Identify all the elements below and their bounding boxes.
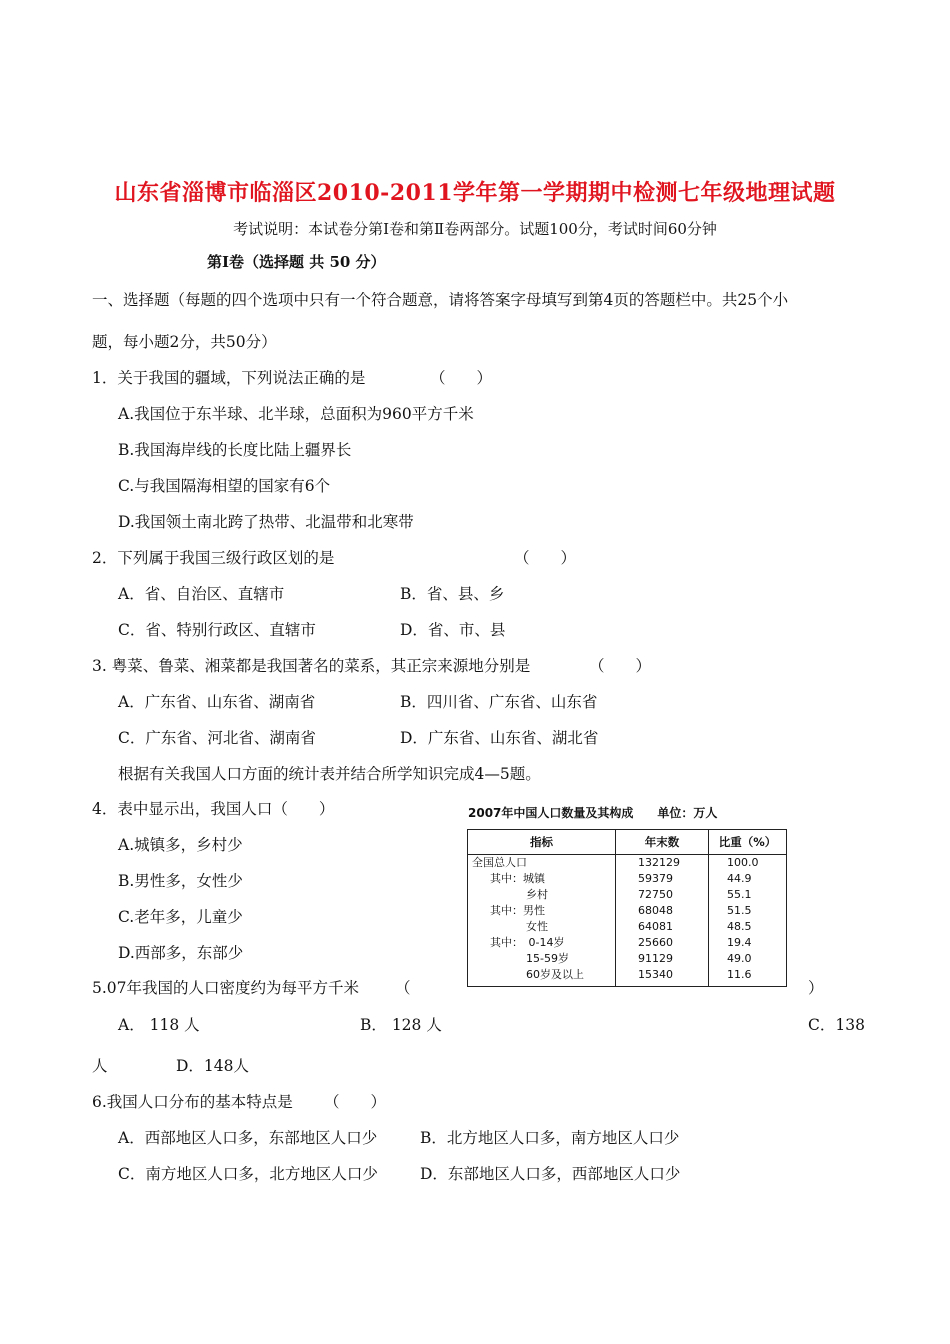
table-header-value: 年末数 xyxy=(616,830,709,855)
q4-option-b: B.男性多，女性少 xyxy=(118,872,243,890)
table-header-indicator: 指标 xyxy=(468,830,616,855)
q4-option-c: C.老年多，儿童少 xyxy=(118,908,243,926)
q5-option-a: A． 118 人 xyxy=(118,1016,200,1034)
table-cell-percent: 100.0 xyxy=(709,855,787,872)
q4-option-a: A.城镇多，乡村少 xyxy=(118,836,243,854)
table-cell-value: 91129 xyxy=(616,951,709,967)
q3-option-c: C．广东省、河北省、湖南省 xyxy=(118,729,316,747)
q5-option-b: B． 128 人 xyxy=(360,1016,442,1034)
page-title: 山东省淄博市临淄区2010-2011学年第一学期期中检测七年级地理试题 xyxy=(114,180,836,206)
table-cell-percent: 11.6 xyxy=(709,967,787,987)
q1-option-d: D.我国领土南北跨了热带、北温带和北寒带 xyxy=(118,513,414,531)
table-row xyxy=(468,919,787,935)
table-cell-label: 全国总人口 xyxy=(468,855,616,872)
table-cell-value: 132129 xyxy=(616,855,709,872)
q3-answer-paren: （ ） xyxy=(589,657,652,675)
q6-option-a: A．西部地区人口多，东部地区人口少 xyxy=(118,1129,378,1147)
table-row xyxy=(468,903,787,919)
q5-paren-open: （ xyxy=(395,979,411,997)
q6-stem: 6.我国人口分布的基本特点是 xyxy=(92,1093,293,1111)
q6-option-d: D．东部地区人口多，西部地区人口少 xyxy=(420,1165,681,1183)
q2-answer-paren: （ ） xyxy=(514,549,577,567)
table-cell-percent: 49.0 xyxy=(709,951,787,967)
table-row xyxy=(468,935,787,951)
table-cell-label: 15-59岁 xyxy=(468,951,616,967)
table-cell-percent: 19.4 xyxy=(709,935,787,951)
table-cell-label: 其中：城镇 xyxy=(468,871,616,887)
table-cell-value: 15340 xyxy=(616,967,709,987)
table-row xyxy=(468,855,787,872)
table-cell-label: 其中：男性 xyxy=(468,903,616,919)
table-cell-value: 64081 xyxy=(616,919,709,935)
table-row xyxy=(468,951,787,967)
q1-option-b: B.我国海岸线的长度比陆上疆界长 xyxy=(118,441,352,459)
instructions-line2: 题，每小题2分，共50分） xyxy=(92,333,277,351)
table-cell-percent: 44.9 xyxy=(709,871,787,887)
table-cell-label: 女性 xyxy=(468,919,616,935)
q5-option-c: C．138 xyxy=(808,1016,865,1034)
q6-answer-paren: （ ） xyxy=(324,1093,387,1111)
table-cell-percent: 55.1 xyxy=(709,887,787,903)
table-header-percent: 比重（%） xyxy=(709,830,787,855)
q2-option-b: B．省、县、乡 xyxy=(400,585,505,603)
section-title: 第Ⅰ卷（选择题 共 50 分） xyxy=(207,253,386,271)
q4-option-d: D.西部多，东部少 xyxy=(118,944,244,962)
q3-option-d: D．广东省、山东省、湖北省 xyxy=(400,729,599,747)
q6-option-c: C．南方地区人口多，北方地区人口少 xyxy=(118,1165,378,1183)
table-row xyxy=(468,887,787,903)
table-cell-value: 59379 xyxy=(616,871,709,887)
exam-note: 考试说明：本试卷分第Ⅰ卷和第Ⅱ卷两部分。试题100分，考试时间60分钟 xyxy=(233,220,717,238)
q1-stem: 1．关于我国的疆域，下列说法正确的是 xyxy=(92,369,366,387)
table-caption: 2007年中国人口数量及其构成 单位：万人 xyxy=(468,806,718,820)
table-cell-percent: 48.5 xyxy=(709,919,787,935)
q5-option-d: D．148人 xyxy=(176,1057,250,1075)
table-cell-value: 72750 xyxy=(616,887,709,903)
q1-option-a: A.我国位于东半球、北半球，总面积为960平方千米 xyxy=(118,405,474,423)
q2-option-c: C．省、特别行政区、直辖市 xyxy=(118,621,316,639)
q5-stem: 5.07年我国的人口密度约为每平方千米 xyxy=(92,979,360,997)
q3-option-b: B．四川省、广东省、山东省 xyxy=(400,693,598,711)
q5-option-c-unit: 人 xyxy=(92,1057,108,1075)
table-cell-value: 25660 xyxy=(616,935,709,951)
q2-stem: 2．下列属于我国三级行政区划的是 xyxy=(92,549,335,567)
q1-answer-paren: （ ） xyxy=(430,369,493,387)
q2-option-a: A．省、自治区、直辖市 xyxy=(118,585,285,603)
q5-paren-close: ） xyxy=(808,979,824,997)
table-cell-label: 乡村 xyxy=(468,887,616,903)
table-cell-label: 其中： 0-14岁 xyxy=(468,935,616,951)
table-cell-label: 60岁及以上 xyxy=(468,967,616,987)
table-row xyxy=(468,871,787,887)
table-cell-value: 68048 xyxy=(616,903,709,919)
q6-option-b: B．北方地区人口多，南方地区人口少 xyxy=(420,1129,680,1147)
instructions-line1: 一、选择题（每题的四个选项中只有一个符合题意，请将答案字母填写到第4页的答题栏中。共25个小 xyxy=(92,291,789,309)
q4-stem: 4．表中显示出，我国人口（ ） xyxy=(92,800,335,818)
q3-option-a: A．广东省、山东省、湖南省 xyxy=(118,693,316,711)
population-table xyxy=(467,829,787,987)
table-row xyxy=(468,967,787,987)
table-cell-percent: 51.5 xyxy=(709,903,787,919)
q3-stem: 3. 粤菜、鲁菜、湘菜都是我国著名的菜系，其正宗来源地分别是 xyxy=(92,657,531,675)
intro-4-5: 根据有关我国人口方面的统计表并结合所学知识完成4—5题。 xyxy=(118,765,541,783)
q1-option-c: C.与我国隔海相望的国家有6个 xyxy=(118,477,331,495)
q2-option-d: D．省、市、县 xyxy=(400,621,506,639)
